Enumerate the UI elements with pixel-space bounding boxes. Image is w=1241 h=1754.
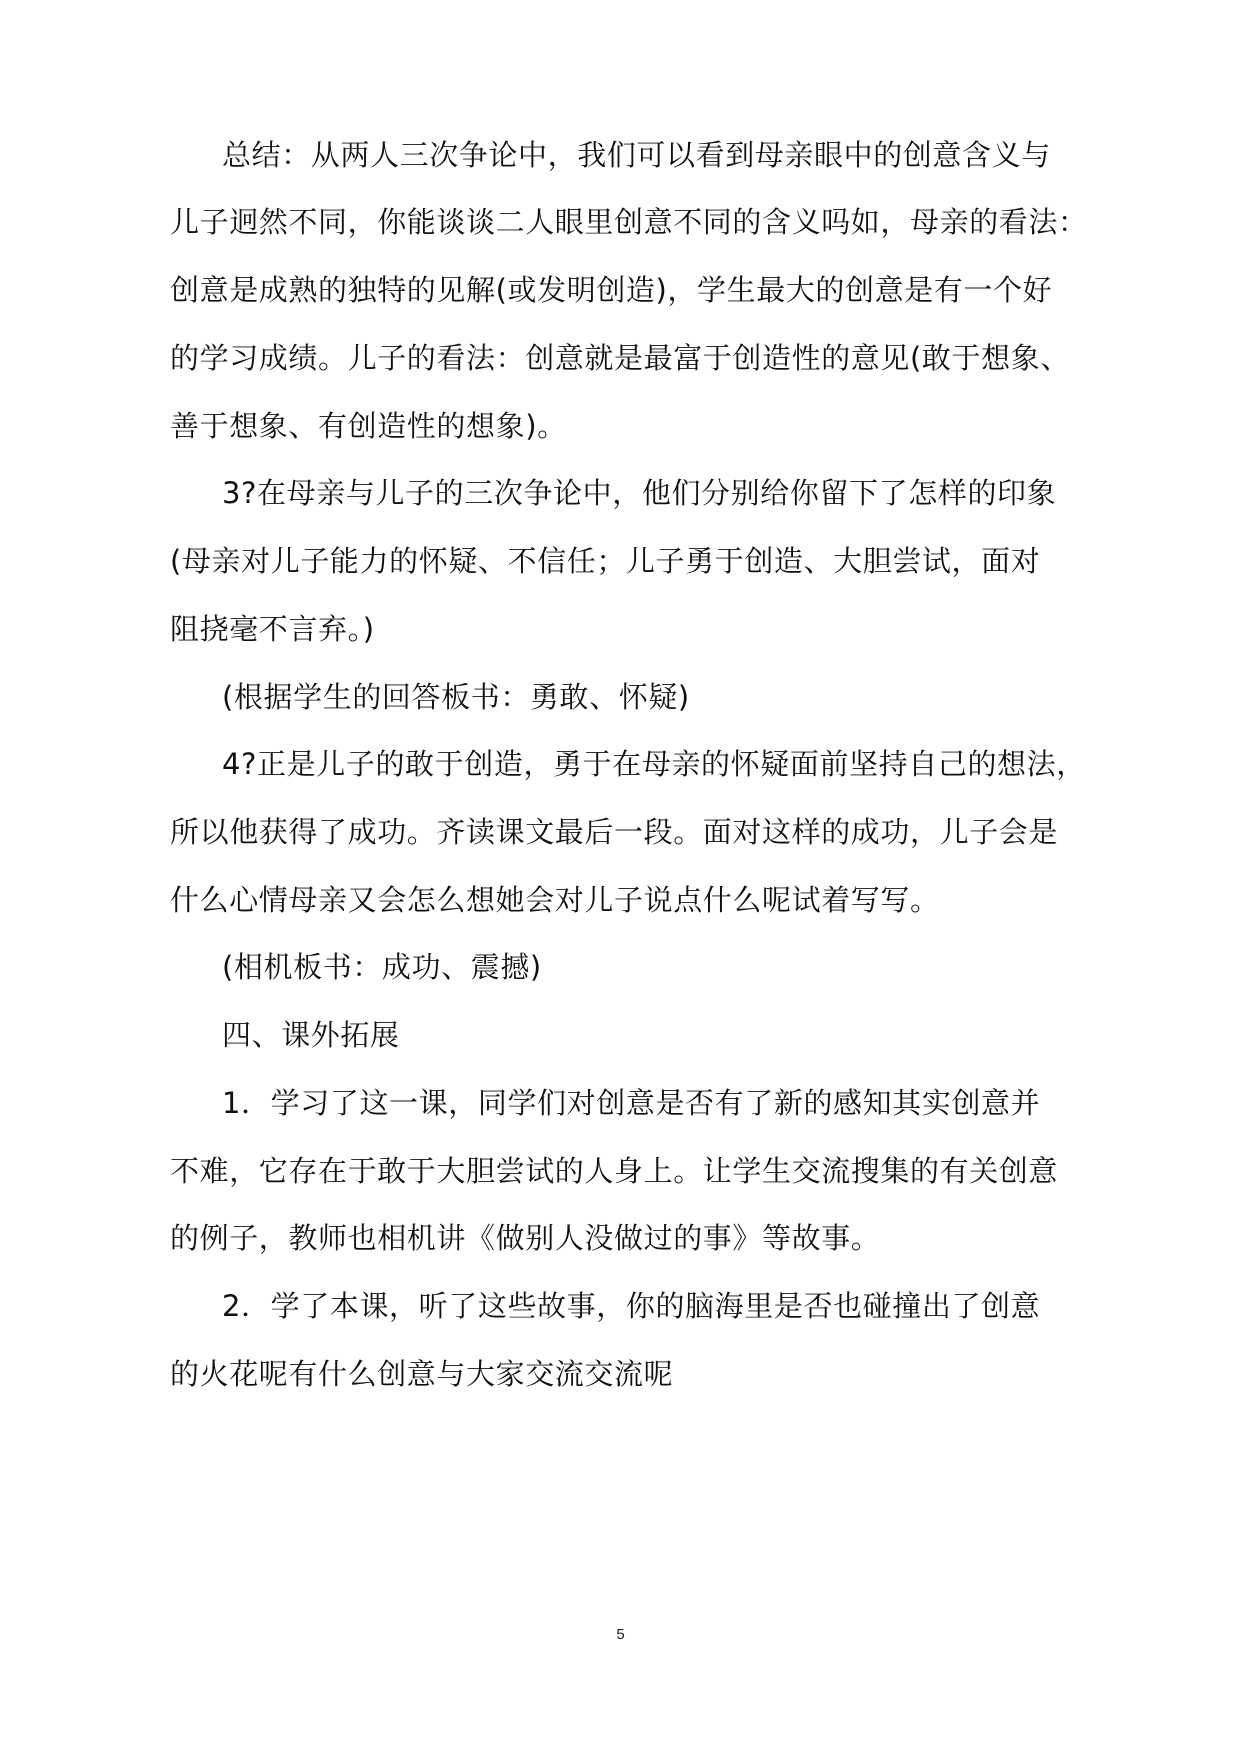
text-line: 创意是成熟的独特的见解(或发明创造)，学生最大的创意是有一个好 [170, 273, 1053, 307]
text-line: 4?正是儿子的敢于创造，勇于在母亲的怀疑面前坚持自己的想法， [222, 747, 1086, 781]
text-line: 所以他获得了成功。齐读课文最后一段。面对这样的成功，儿子会是 [170, 815, 1059, 849]
text-line: 儿子迥然不同，你能谈谈二人眼里创意不同的含义吗如，母亲的看法： [170, 205, 1088, 239]
text-line: 的例子，教师也相机讲《做别人没做过的事》等故事。 [170, 1221, 881, 1255]
text-line: (根据学生的回答板书：勇敢、怀疑) [222, 680, 690, 714]
text-line: 不难，它存在于敢于大胆尝试的人身上。让学生交流搜集的有关创意 [170, 1154, 1059, 1188]
text-line: (相机板书：成功、震撼) [222, 950, 542, 984]
text-line: 总结：从两人三次争论中，我们可以看到母亲眼中的创意含义与 [222, 138, 1051, 172]
text-line: 的火花呢有什么创意与大家交流交流呢 [170, 1357, 674, 1391]
text-line: 1．学习了这一课，同学们对创意是否有了新的感知其实创意并 [222, 1086, 1041, 1120]
text-line: 善于想象、有创造性的想象)。 [170, 409, 567, 443]
text-line: 的学习成绩。儿子的看法：创意就是最富于创造性的意见(敢于想象、 [170, 341, 1070, 375]
text-line: 什么心情母亲又会怎么想她会对儿子说点什么呢试着写写。 [170, 883, 940, 917]
text-line: 3?在母亲与儿子的三次争论中，他们分别给你留下了怎样的印象 [222, 476, 1057, 510]
text-line: 阻挠毫不言弃。) [170, 612, 375, 646]
text-line: 2．学了本课，听了这些故事，你的脑海里是否也碰撞出了创意 [222, 1289, 1041, 1323]
section-heading: 四、课外拓展 [222, 1018, 400, 1052]
page-number: 5 [616, 1626, 625, 1643]
text-line: (母亲对儿子能力的怀疑、不信任；儿子勇于创造、大胆尝试，面对 [170, 544, 1041, 578]
